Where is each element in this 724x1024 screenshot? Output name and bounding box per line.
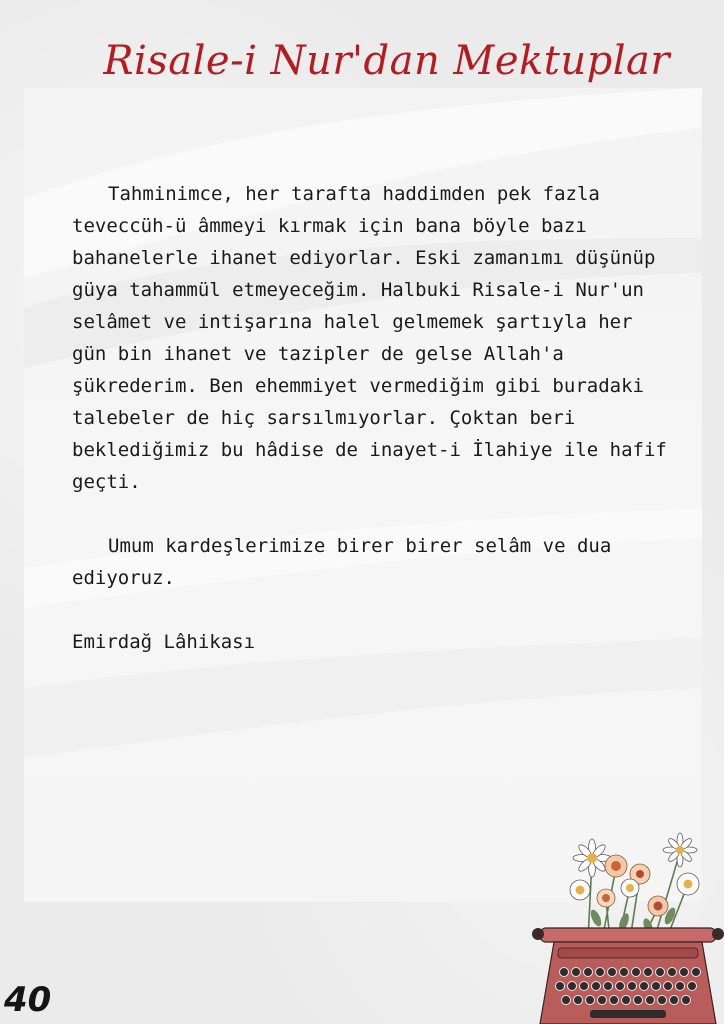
- letter-body: [72, 178, 672, 658]
- typewriter-body: [532, 928, 724, 1024]
- letter-paragraph-1: Tahminimce, her tarafta haddimden pek fazla teveccüh-ü âmmeyi kırmak için bana böyle bazı bahanelerle ihanet ediyorlar. Eski zamanımı düşünüp güya tahammül etmeyeceğim. Halbuki Risale-i Nur'un selâmet ve intişarına halel gelmemek şartıyla her gün bin ihanet ve tazipler de gelse Allah'a şükrederim. Ben ehemmiyet vermediğim gibi buradaki talebeler de hiç sarsılmıyorlar. Çoktan beri beklediğimiz bu hâdise de inayet-i İlahiye ile hafif geçti.: [72, 183, 667, 493]
- typewriter-flowers-illustration: [530, 830, 724, 1024]
- page-title: Risale-i Nur'dan Mektuplar: [103, 38, 670, 84]
- letter-paragraph-2: Umum kardeşlerimize birer birer selâm ve dua ediyoruz.: [72, 535, 612, 589]
- page-number: 40: [4, 980, 52, 1020]
- source-citation: Emirdağ Lâhikası: [72, 631, 256, 653]
